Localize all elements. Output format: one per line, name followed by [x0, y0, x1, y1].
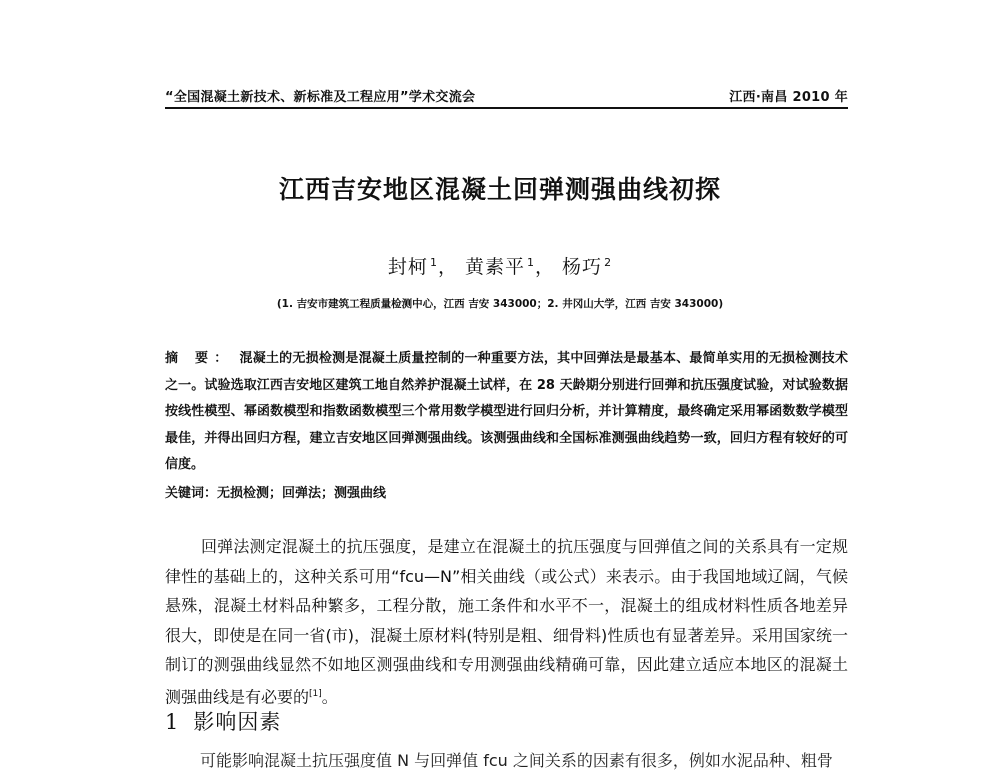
author-affil-mark: 2	[604, 255, 613, 269]
author-list: 封柯 $^1$， 黄素平 $^1$， 杨巧 $^2$	[387, 255, 613, 278]
conference-name: “全国混凝土新技术、新标准及工程应用”学术交流会	[165, 90, 476, 105]
place-year: 江西·南昌 2010 年	[729, 90, 848, 105]
author-affil-mark: 1	[527, 255, 535, 269]
citation-ref[interactable]: [1]	[309, 688, 322, 699]
paragraph-end: 。	[321, 686, 338, 706]
intro-paragraph	[165, 532, 848, 711]
header-divider	[165, 107, 848, 109]
abstract-text: 混凝土的无损检测是混凝土质量控制的一种重要方法，其中回弹法是最基本、最简单实用的无损检测技术之一。试验选取江西吉安地区建筑工地自然养护混凝土试样，在 28 天龄期分别进行回弹和抗压强度试验，对试验数据按线性模型、幂函数模型和指数函数模型三个常用数学模型进行回归分析，并计算精度，最终确定采用幂函数数学模型最佳，并得出回归方程，建立吉安地区回弹测强曲线。该测强曲线和全国标准测强曲线趋势一致，回归方程有较好的可信度。	[165, 351, 848, 472]
paper-title: 江西吉安地区混凝土回弹测强曲线初探	[278, 175, 721, 204]
keywords-label: 关键词：	[165, 486, 218, 501]
keywords	[165, 482, 848, 501]
author-name: 封柯	[387, 256, 428, 278]
author-name: 黄素平	[464, 256, 525, 278]
running-header	[165, 86, 848, 109]
keywords-text: 无损检测；回弹法；测强曲线	[217, 486, 387, 501]
next-paragraph-cut: 可能影响混凝土抗压强度值 N 与回弹值 fcu 之间关系的因素有很多，例如水泥品种、粗骨	[200, 751, 833, 770]
abstract-label: 摘 要：	[165, 351, 234, 366]
paragraph-text: 回弹法测定混凝土的抗压强度，是建立在混凝土的抗压强度与回弹值之间的关系具有一定规律性的基础上的，这种关系可用“fcu—N”相关曲线（或公式）来表示。由于我国地域辽阔，气候悬殊，混凝土材料品种繁多，工程分散，施工条件和水平不一，混凝土的组成材料性质各地差异很大，即使是在同一省(市)，混凝土原材料(特别是粗、细骨料)性质也有显著差异。采用国家统一制订的测强曲线显然不如地区测强曲线和专用测强曲线精确可靠，因此建立适应本地区的混凝土测强曲线是有必要的	[165, 537, 848, 706]
section-title: 影响因素	[193, 710, 282, 734]
abstract	[165, 346, 848, 479]
author-name: 杨巧	[562, 256, 603, 278]
section-heading	[165, 706, 281, 736]
author-affil-mark: 1	[429, 255, 438, 269]
affiliations: (1. 吉安市建筑工程质量检测中心，江西 吉安 343000；2. 井冈山大学，江西 吉安 343000)	[276, 298, 724, 310]
section-number: 1	[165, 710, 180, 734]
